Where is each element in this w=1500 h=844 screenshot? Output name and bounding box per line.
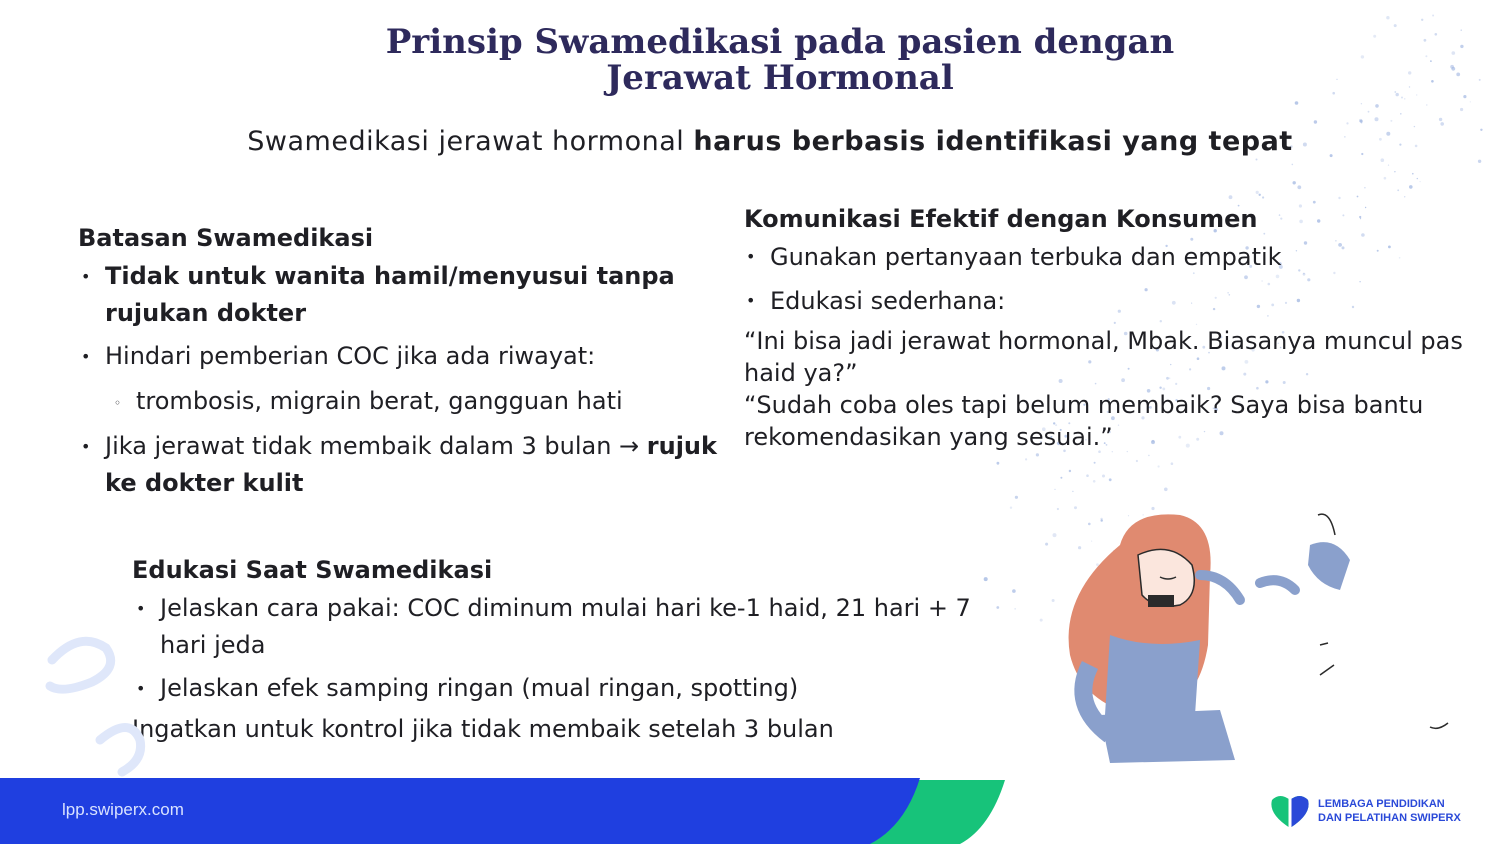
decorative-dot (1388, 165, 1389, 166)
decorative-dot (1412, 173, 1414, 175)
decorative-dot (1396, 93, 1399, 96)
decorative-dot (1364, 187, 1366, 189)
batasan-item-2: Hindari pemberian COC jika ada riwayat: (105, 342, 596, 370)
decorative-dot (1414, 126, 1415, 127)
decorative-dot (1256, 159, 1258, 161)
list-item (81, 428, 718, 502)
page-title (300, 24, 1260, 96)
decorative-dot (1381, 158, 1385, 162)
decorative-dot (1386, 16, 1389, 19)
decorative-dot (1314, 120, 1317, 123)
decorative-dot (1417, 178, 1418, 179)
decorative-dot (1086, 474, 1089, 477)
decorative-dot (1136, 460, 1138, 462)
decorative-dot (1435, 33, 1438, 36)
decorative-dot (1409, 86, 1410, 87)
decorative-dot (1375, 117, 1379, 121)
edukasi-heading: Edukasi Saat Swamedikasi (132, 556, 493, 584)
subtitle (150, 126, 1390, 157)
decorative-dot (1431, 80, 1434, 83)
decorative-dot (1015, 496, 1018, 499)
list-item (746, 279, 1464, 323)
decorative-dot (1451, 67, 1455, 71)
decorative-dot (1256, 191, 1259, 194)
decorative-dot (1390, 120, 1392, 122)
decorative-dot (1361, 122, 1363, 124)
list-item (136, 670, 1012, 707)
batasan-section (78, 224, 718, 502)
decorative-dot (1375, 104, 1379, 108)
list-item (81, 338, 718, 375)
batasan-item-3-bold: rujuk ke dokter kulit (105, 432, 717, 497)
decorative-dot (1259, 194, 1261, 196)
decorative-dot (1164, 488, 1168, 492)
logo-line-1: LEMBAGA PENDIDIKAN (1318, 798, 1445, 810)
bullet-icon: • (81, 437, 91, 456)
decorative-dot (1404, 196, 1405, 197)
decorative-dot (1025, 458, 1027, 460)
bullet-icon: • (81, 267, 91, 286)
subtitle-normal: Swamedikasi jerawat hormonal (247, 126, 694, 157)
decorative-dot (1384, 177, 1387, 180)
decorative-dot (1425, 55, 1427, 57)
bullet-icon: • (136, 679, 146, 698)
komunikasi-quote-2: “Sudah coba oles tapi belum membaik? Saya bisa bantu rekomendasikan yang sesuai.” (744, 391, 1424, 451)
batasan-heading: Batasan Swamedikasi (78, 224, 374, 252)
decorative-dot (1430, 60, 1432, 62)
decorative-dot (1401, 97, 1403, 99)
decorative-dot (1394, 171, 1395, 172)
komunikasi-list (744, 235, 1464, 323)
decorative-dot (1478, 160, 1481, 163)
decorative-dot (1424, 39, 1427, 42)
footer-url[interactable]: lpp.swiperx.com (62, 800, 184, 819)
list-item (81, 258, 718, 332)
decorative-dot (1069, 470, 1071, 472)
decorative-dot (1394, 24, 1397, 27)
edukasi-item-1: Jelaskan cara pakai: COC diminum mulai hari ke-1 haid, 21 hari + 7 hari jeda (160, 594, 971, 659)
komunikasi-item-1: Gunakan pertanyaan terbuka dan empatik (770, 243, 1282, 271)
decorative-dot (1426, 104, 1427, 105)
decorative-dot (1408, 71, 1411, 74)
batasan-list (78, 258, 718, 502)
decorative-dot (1440, 122, 1444, 126)
list-item (136, 590, 1012, 664)
decorative-dot (1109, 478, 1112, 481)
decorative-dot (1420, 181, 1421, 182)
decorative-dot (1415, 145, 1418, 148)
decorative-dot (1439, 118, 1442, 121)
batasan-item-3-normal: Jika jerawat tidak membaik dalam 3 bulan → (105, 432, 647, 460)
decorative-dot (1361, 55, 1364, 58)
decorative-dot (1368, 111, 1370, 113)
decorative-dot (1171, 462, 1174, 465)
decorative-dot (1480, 129, 1482, 131)
decorative-dot (1357, 196, 1359, 198)
decorative-dot (1293, 181, 1296, 184)
decorative-dot (1045, 543, 1048, 546)
bullet-icon: • (746, 247, 756, 266)
decorative-dot (1456, 73, 1460, 77)
decorative-dot (1338, 197, 1340, 199)
bullet-icon: • (81, 347, 91, 366)
decorative-dot (1060, 477, 1062, 479)
title-line-2: Jerawat Hormonal (606, 58, 954, 98)
komunikasi-item-2: Edukasi sederhana: (770, 287, 1006, 315)
sub-bullet-icon: ◦ (114, 396, 122, 410)
list-item (746, 235, 1464, 279)
decorative-dot (1397, 189, 1399, 191)
decorative-dot (1394, 91, 1396, 93)
batasan-item-1: Tidak untuk wanita hamil/menyusui tanpa rujukan dokter (105, 262, 675, 327)
subtitle-bold: harus berbasis identifikasi yang tepat (693, 126, 1293, 157)
decorative-dot (1452, 51, 1456, 55)
decorative-dot (1054, 489, 1055, 490)
decorative-dot (1359, 119, 1362, 122)
decorative-dot (1432, 15, 1434, 17)
decorative-dot (1072, 491, 1073, 492)
decorative-dot (1461, 30, 1462, 31)
edukasi-tail: Ingatkan untuk kontrol jika tidak membaik setelah 3 bulan (132, 715, 834, 743)
bullet-icon: • (136, 599, 146, 618)
batasan-item-2-sub: trombosis, migrain berat, gangguan hati (136, 387, 623, 415)
decorative-dot (1262, 196, 1264, 198)
list-item (114, 383, 718, 420)
decorative-dot (1416, 94, 1417, 95)
decorative-dot (1421, 19, 1423, 21)
edukasi-item-2: Jelaskan efek samping ringan (mual ringan, spotting) (160, 674, 799, 702)
logo-line-2: DAN PELATIHAN SWIPERX (1318, 812, 1461, 824)
logo-text (1318, 797, 1461, 825)
decorative-dot (1148, 455, 1150, 457)
decorative-dot (1470, 101, 1471, 102)
decorative-dot (1460, 45, 1463, 48)
decorative-dot (1332, 92, 1335, 95)
decorative-dot (1399, 144, 1401, 146)
decorative-dot (997, 462, 1000, 465)
decorative-swirl (40, 620, 150, 790)
decorative-dot (1094, 462, 1096, 464)
decorative-dot (1400, 113, 1402, 115)
decorative-dot (1346, 122, 1348, 124)
decorative-dot (1297, 185, 1301, 189)
decorative-dot (1336, 79, 1337, 80)
decorative-dot (1295, 101, 1299, 105)
decorative-dot (1292, 164, 1294, 166)
edukasi-section (132, 556, 1032, 749)
decorative-dot (1463, 95, 1466, 98)
decorative-dot (1102, 475, 1105, 478)
decorative-dot (1158, 465, 1160, 467)
edukasi-list (132, 590, 1012, 707)
decorative-dot (1040, 619, 1043, 622)
decorative-dot (1409, 185, 1413, 189)
decorative-dot (1010, 507, 1012, 509)
decorative-dot (1373, 35, 1376, 38)
title-line-1: Prinsip Swamedikasi pada pasien dengan (385, 22, 1175, 62)
swiperx-logo-icon (1268, 790, 1318, 830)
decorative-dot (1479, 79, 1481, 81)
decorative-dot (1229, 195, 1233, 199)
woman-with-acne-illustration (1050, 505, 1470, 775)
komunikasi-quote-1: “Ini bisa jadi jerawat hormonal, Mbak. Biasanya muncul pas haid ya?” (744, 327, 1463, 387)
decorative-dot (1361, 103, 1362, 104)
bullet-icon: • (746, 291, 756, 310)
komunikasi-section (744, 205, 1464, 453)
decorative-dot (1036, 453, 1039, 456)
decorative-dot (1313, 201, 1316, 204)
decorative-dot (1404, 98, 1405, 99)
decorative-dot (1093, 480, 1096, 483)
komunikasi-heading: Komunikasi Efektif dengan Konsumen (744, 205, 1258, 233)
decorative-dot (1460, 108, 1463, 111)
